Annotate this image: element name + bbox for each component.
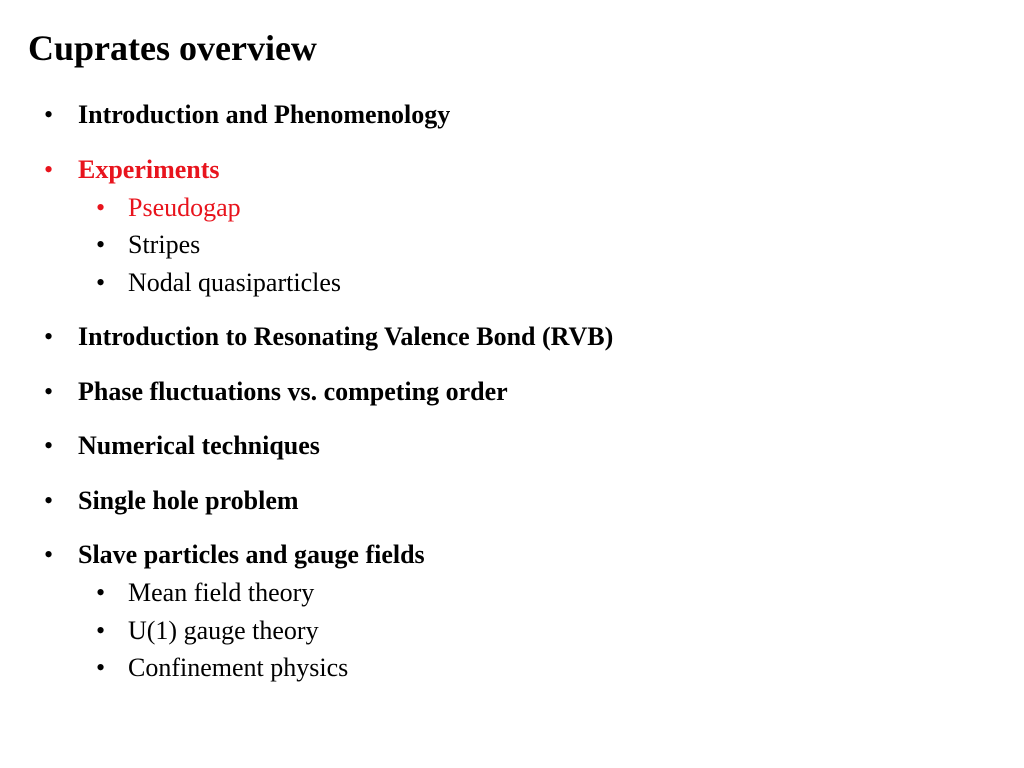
slide-title: Cuprates overview (28, 28, 317, 68)
bullet-icon: • (44, 377, 54, 406)
bullet-icon: • (44, 486, 54, 515)
bullet-text: Single hole problem (78, 486, 299, 515)
bullet-icon: • (96, 616, 106, 645)
bullet-icon: • (44, 155, 54, 184)
sub-bullet-text: Pseudogap (128, 193, 241, 222)
sub-bullet-text: Mean field theory (128, 578, 315, 607)
bullet-icon: • (96, 653, 106, 682)
bullet-icon: • (96, 268, 106, 297)
bullet-text: Introduction to Resonating Valence Bond (RVB) (78, 322, 614, 351)
sub-bullet-text: Confinement physics (128, 653, 349, 682)
sub-bullet-text: Nodal quasiparticles (128, 268, 341, 297)
bullet-icon: • (96, 193, 106, 222)
bullet-icon: • (44, 431, 54, 460)
bullet-text: Experiments (78, 155, 220, 184)
bullet-text: Phase fluctuations vs. competing order (78, 377, 508, 406)
bullet-text: Slave particles and gauge fields (78, 540, 425, 569)
bullet-icon: • (96, 230, 106, 259)
bullet-icon: • (44, 100, 54, 129)
bullet-icon: • (96, 578, 106, 607)
bullet-text: Numerical techniques (78, 431, 320, 460)
sub-bullet-text: Stripes (128, 230, 201, 259)
sub-bullet-text: U(1) gauge theory (128, 616, 319, 645)
bullet-icon: • (44, 540, 54, 569)
bullet-icon: • (44, 322, 54, 351)
bullet-text: Introduction and Phenomenology (78, 100, 451, 129)
